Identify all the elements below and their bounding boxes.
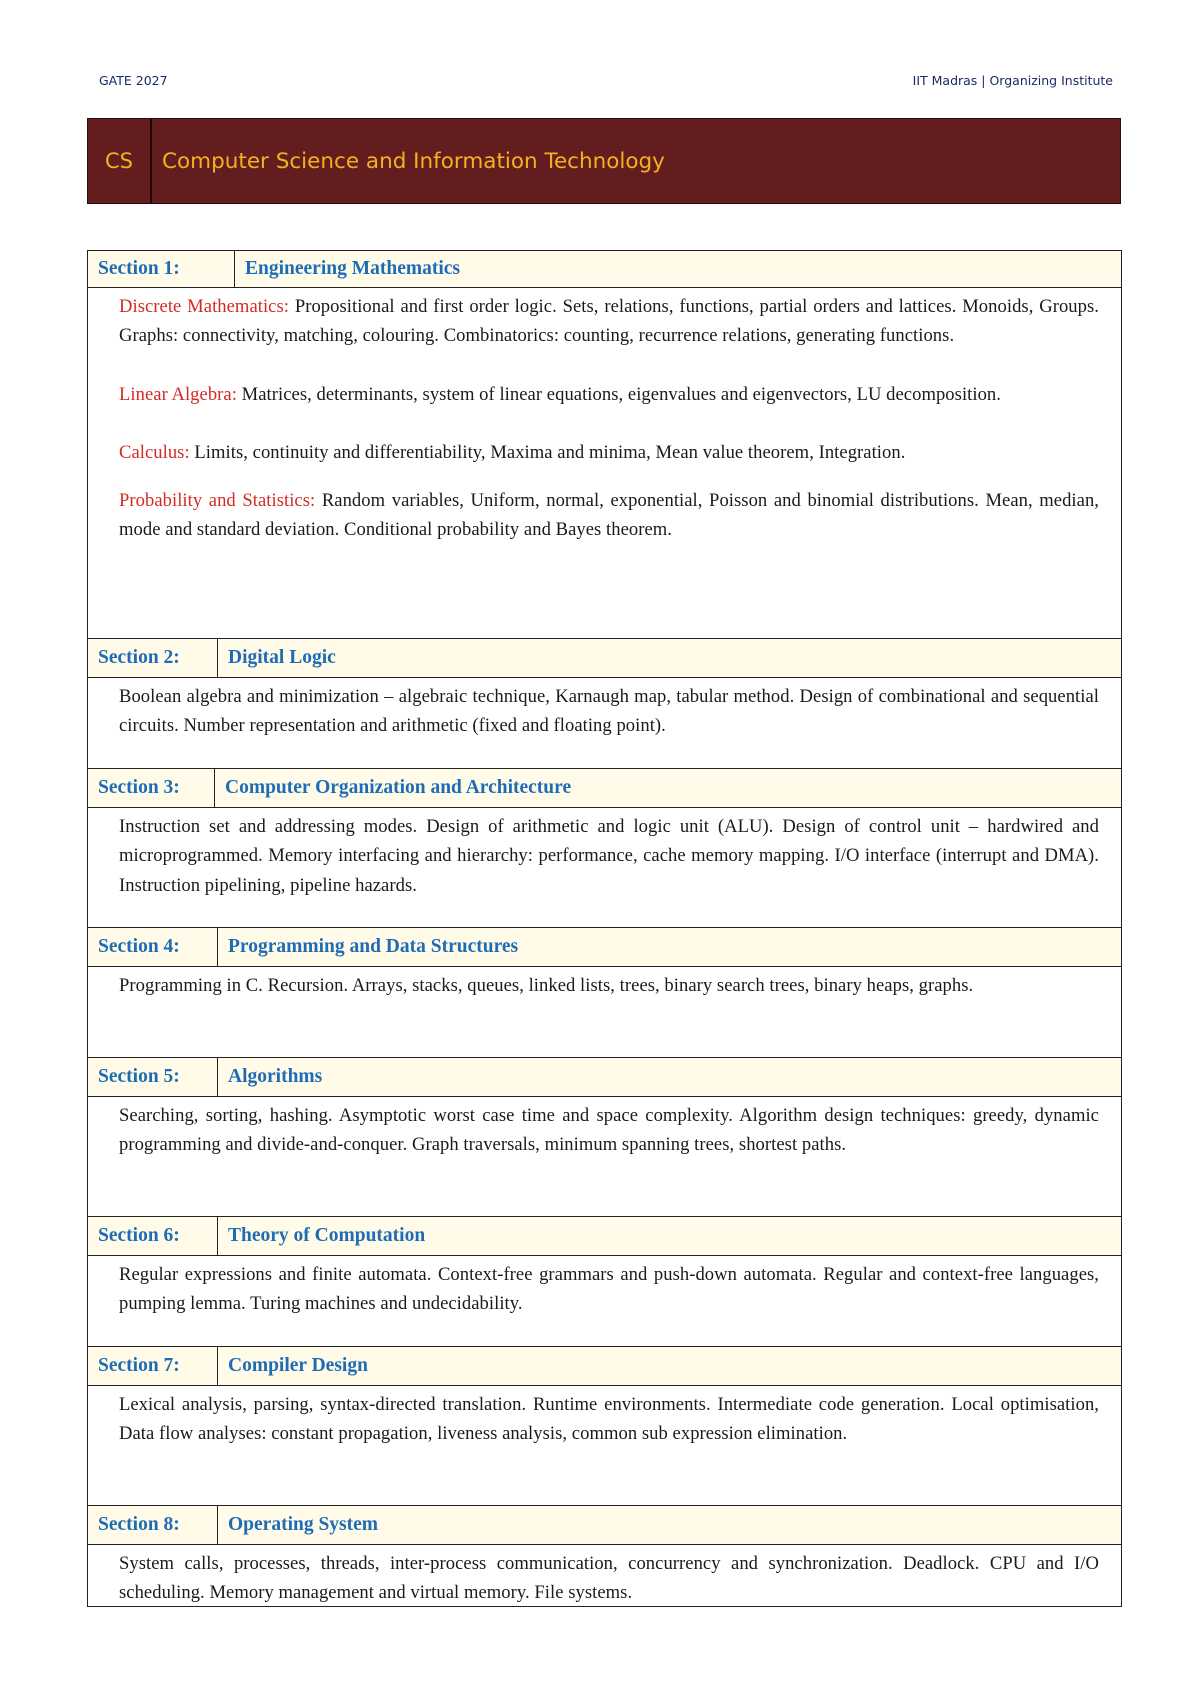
paper-title-bar [87, 118, 1121, 204]
header-exam-name: GATE 2027 [99, 73, 168, 88]
section-title: Operating System [228, 1514, 379, 1535]
topic-description: Limits, continuity and differentiability, Maxima and minima, Mean value theorem, Integration. [189, 442, 906, 464]
section-header [88, 639, 1121, 678]
section-header [88, 928, 1121, 967]
topic-heading: Calculus: [119, 442, 190, 464]
topic-paragraph [119, 292, 1099, 351]
section-title: Computer Organization and Architecture [225, 777, 572, 798]
syllabus-section [87, 639, 1122, 769]
syllabus-section [87, 769, 1122, 928]
topic-description: Regular expressions and finite automata. Context-free grammars and push-down automata. Regular and context-free languages, pumping lemma. Turing machines and undecidability. [119, 1264, 1099, 1315]
section-number: Section 5: [88, 1058, 218, 1096]
section-content [88, 967, 1121, 1057]
section-title: Engineering Mathematics [245, 258, 461, 279]
topic-paragraph [119, 486, 1099, 545]
section-header [88, 251, 1121, 288]
topic-description: Lexical analysis, parsing, syntax-directed translation. Runtime environments. Intermediate code generation. Local optimisation, Data flow analyses: constant propagation, liveness analysis, common sub expression elimination. [119, 1394, 1099, 1445]
topic-description: Boolean algebra and minimization – algebraic technique, Karnaugh map, tabular method. Design of combinational and sequential circuits. Number representation and arithmetic (fixed and floating point). [119, 686, 1099, 737]
topic-description: Searching, sorting, hashing. Asymptotic worst case time and space complexity. Algorithm design techniques: greedy, dynamic programming and divide-and-conquer. Graph traversals, minimum spanning trees, shortest paths. [119, 1105, 1099, 1156]
topic-description: Instruction set and addressing modes. Design of arithmetic and logic unit (ALU). Design of control unit – hardwired and microprogrammed. Memory interfacing and hierarchy: performance, cache memory mapping. I/O interface (interrupt and DMA). Instruction pipelining, pipeline hazards. [119, 816, 1099, 896]
section-number: Section 3: [88, 769, 215, 807]
topic-paragraph [119, 682, 1099, 741]
topic-description: Random variables, Uniform, normal, exponential, Poisson and binomial distributions. Mean, median, mode and standard deviation. Conditional probability and Bayes theorem. [119, 489, 1099, 541]
topic-description: Programming in C. Recursion. Arrays, stacks, queues, linked lists, trees, binary search trees, binary heaps, graphs. [119, 975, 974, 996]
syllabus-section [87, 928, 1122, 1058]
topic-paragraph [119, 971, 1099, 1000]
topic-description: Matrices, determinants, system of linear equations, eigenvalues and eigenvectors, LU decomposition. [236, 383, 1001, 405]
section-content [88, 808, 1121, 927]
topic-paragraph [119, 1390, 1099, 1449]
section-content [88, 1386, 1121, 1505]
topic-paragraph [119, 1260, 1099, 1319]
section-title: Programming and Data Structures [228, 936, 519, 957]
topic-paragraph [119, 438, 1099, 467]
section-number: Section 2: [88, 639, 218, 677]
section-number: Section 1: [88, 251, 235, 287]
topic-heading: Linear Algebra: [119, 383, 237, 405]
syllabus-section [87, 1347, 1122, 1506]
syllabus-table [87, 250, 1122, 1607]
section-title: Algorithms [228, 1066, 323, 1087]
section-header [88, 1058, 1121, 1097]
section-number: Section 8: [88, 1506, 218, 1544]
section-header [88, 1217, 1121, 1256]
section-header [88, 1506, 1121, 1545]
section-title: Digital Logic [228, 647, 336, 668]
syllabus-section [87, 1217, 1122, 1347]
syllabus-section [87, 1058, 1122, 1217]
topic-paragraph [119, 1101, 1099, 1160]
topic-heading: Probability and Statistics: [119, 489, 316, 511]
section-content [88, 678, 1121, 768]
topic-heading: Discrete Mathematics: [119, 296, 289, 317]
section-content [88, 1256, 1121, 1346]
topic-paragraph [119, 1549, 1099, 1608]
section-title: Compiler Design [228, 1355, 368, 1376]
topic-description: Propositional and first order logic. Sets, relations, functions, partial orders and lattices. Monoids, Groups. Graphs: connectivity, matching, colouring. Combinatorics: counting, recurrence relations, generating functions. [119, 296, 1099, 347]
section-content [88, 1097, 1121, 1216]
topic-paragraph [119, 380, 1099, 409]
section-header [88, 769, 1121, 808]
section-number: Section 4: [88, 928, 218, 966]
section-title: Theory of Computation [228, 1225, 426, 1246]
section-content [88, 288, 1121, 638]
header-organizing-institute: IIT Madras | Organizing Institute [912, 73, 1113, 88]
section-content [88, 1545, 1121, 1606]
paper-title: Computer Science and Information Technology [162, 148, 665, 174]
topic-description: System calls, processes, threads, inter-process communication, concurrency and synchronization. Deadlock. CPU and I/O scheduling. Memory management and virtual memory. File systems. [119, 1553, 1099, 1604]
syllabus-section [87, 1506, 1122, 1607]
syllabus-section [87, 251, 1122, 639]
paper-code: CS [88, 119, 152, 203]
topic-paragraph [119, 812, 1099, 900]
section-header [88, 1347, 1121, 1386]
section-number: Section 6: [88, 1217, 218, 1255]
section-number: Section 7: [88, 1347, 218, 1385]
